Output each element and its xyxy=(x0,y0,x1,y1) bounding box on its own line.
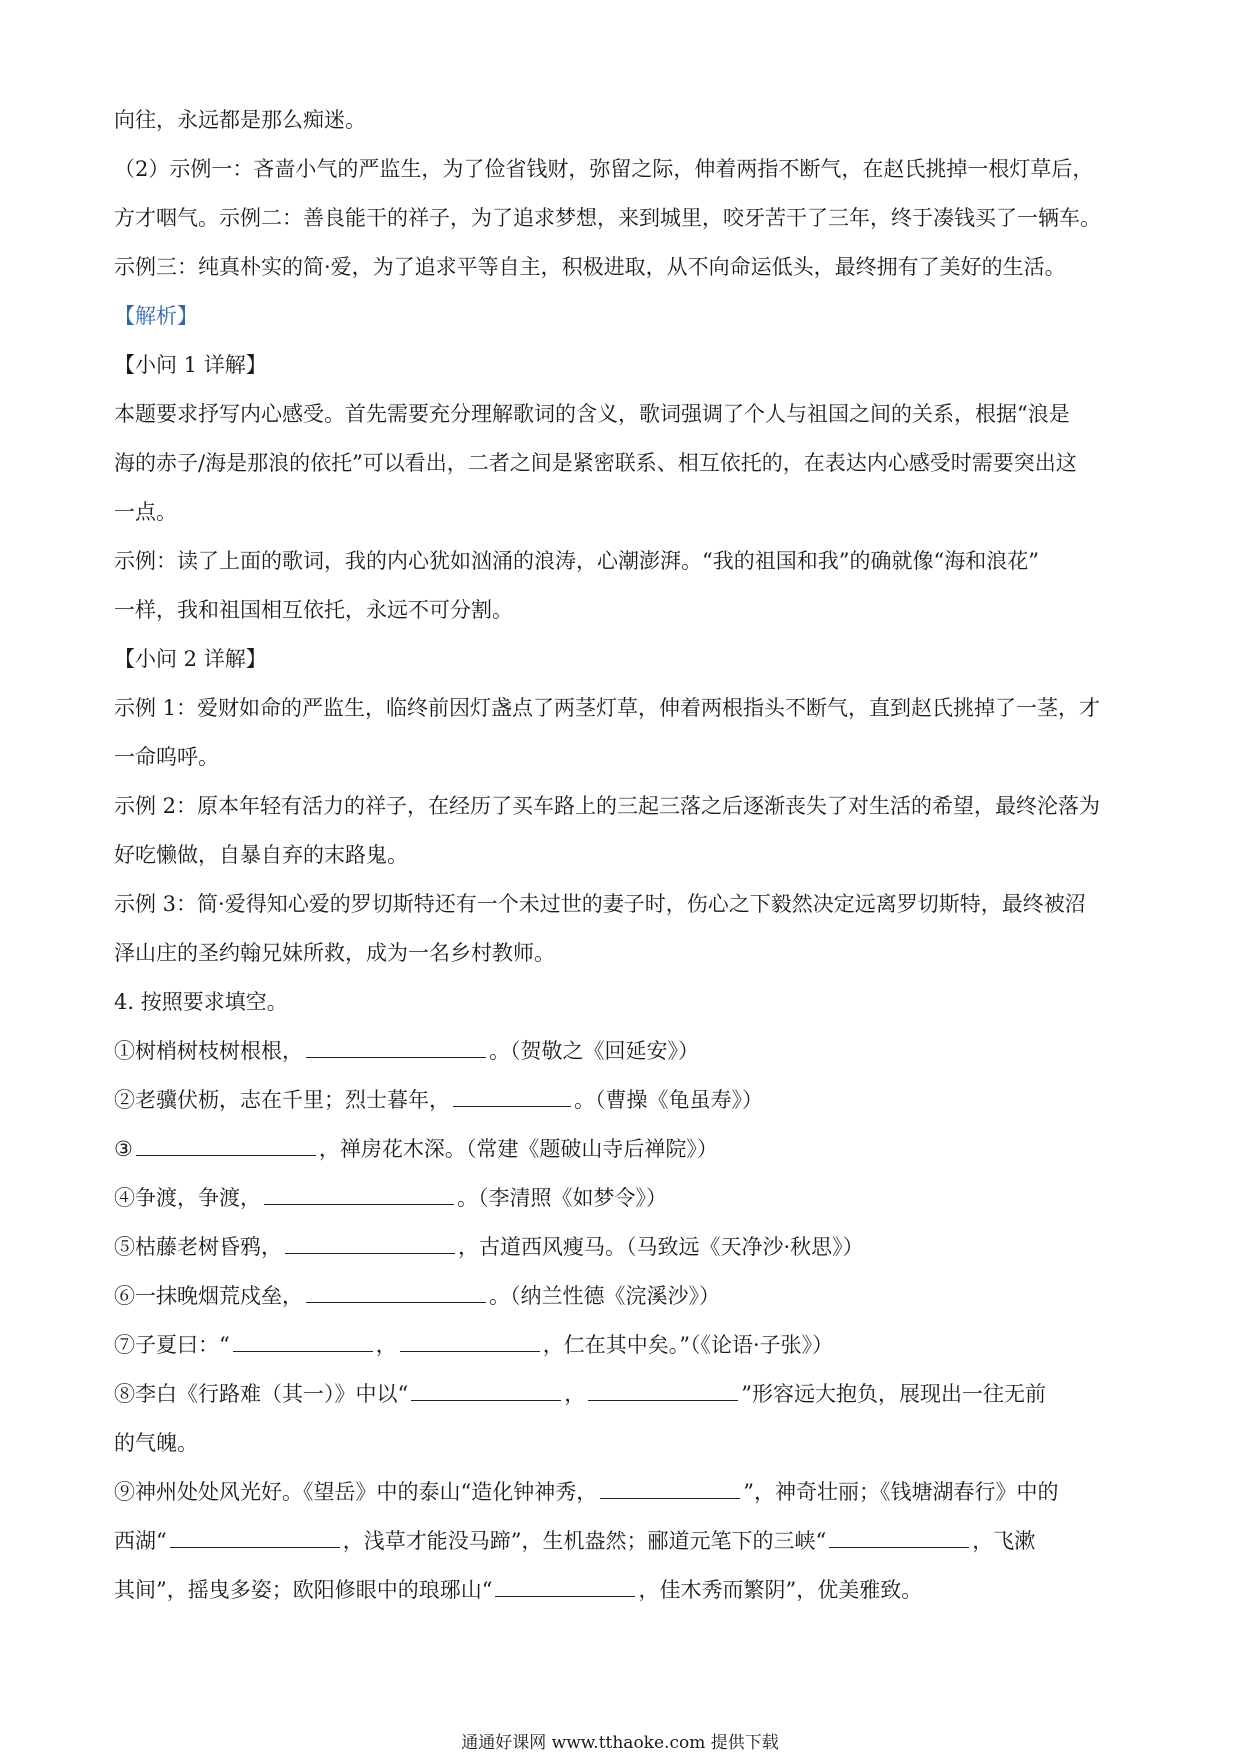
fill-item-1: ①树梢树枝树根根， 。（贺敬之《回延安》） xyxy=(114,1027,1130,1076)
text-line: 示例 1：爱财如命的严监生，临终前因灯盏点了两茎灯草，伸着两根指头不断气，直到赵氏挑掉了一茎，才 xyxy=(114,696,1101,720)
answer-blank[interactable] xyxy=(136,1133,316,1156)
answer-blank[interactable] xyxy=(453,1084,571,1107)
fill-item-9-line-2: 西湖“ ，浅草才能没马蹄”，生机盎然；郦道元笔下的三峡“ ，飞漱 xyxy=(114,1517,1130,1566)
text-line: 示例：读了上面的歌词，我的内心犹如汹涌的浪涛，心潮澎湃。“我的祖国和我”的确就像“海和浪花” xyxy=(114,549,1039,573)
answer-blank[interactable] xyxy=(233,1329,373,1352)
fill-item-3: ③ ，禅房花木深。（常建《题破山寺后禅院》） xyxy=(114,1125,1130,1174)
text-line: 方才咽气。示例二：善良能干的祥子，为了追求梦想，来到城里，咬牙苦干了三年，终于凑钱买了一辆车。 xyxy=(114,206,1101,230)
text-line: （2）示例一：吝啬小气的严监生，为了俭省钱财，弥留之际，伸着两指不断气，在赵氏挑掉一根灯草后， xyxy=(114,157,1094,181)
text-line: 一样，我和祖国相互依托，永远不可分割。 xyxy=(114,598,513,622)
fill-item-2: ②老骥伏枥，志在千里；烈士暮年， 。（曹操《龟虽寿》） xyxy=(114,1076,1130,1125)
text-line: 泽山庄的圣约翰兄妹所救，成为一名乡村教师。 xyxy=(114,941,555,965)
answer-blank[interactable] xyxy=(495,1574,635,1597)
answer-blank[interactable] xyxy=(306,1280,486,1303)
text-line: 一命呜呼。 xyxy=(114,745,219,769)
text-line: 的气魄。 xyxy=(114,1431,198,1455)
text-line: 向往，永远都是那么痴迷。 xyxy=(114,108,366,132)
question-4-heading: 4. 按照要求填空。 xyxy=(114,990,288,1014)
fill-item-9: ⑨神州处处风光好。《望岳》中的泰山“造化钟神秀， ”，神奇壮丽；《钱塘湖春行》中的 xyxy=(114,1468,1130,1517)
answer-blank[interactable] xyxy=(600,1476,740,1499)
fill-item-9-line-3: 其间”，摇曳多姿；欧阳修眼中的琅琊山“ ，佳木秀而繁阴”，优美雅致。 xyxy=(114,1566,1130,1615)
answer-blank[interactable] xyxy=(400,1329,540,1352)
page-footer: 通通好课网 www.tthaoke.com 提供下载 xyxy=(461,1733,779,1753)
answer-blank[interactable] xyxy=(170,1525,340,1548)
subquestion-2-heading: 【小问 2 详解】 xyxy=(114,647,267,671)
fill-item-8: ⑧李白《行路难（其一）》中以“ ， ”形容远大抱负，展现出一往无前 xyxy=(114,1370,1130,1419)
answer-blank[interactable] xyxy=(411,1378,561,1401)
text-line: 一点。 xyxy=(114,500,177,524)
fill-item-6: ⑥一抹晚烟荒戍垒， 。（纳兰性德《浣溪沙》） xyxy=(114,1272,1130,1321)
answer-blank[interactable] xyxy=(306,1035,486,1058)
fill-item-7: ⑦子夏曰：“ ， ，仁在其中矣。”（《论语·子张》） xyxy=(114,1321,1130,1370)
text-line: 示例 3：简·爱得知心爱的罗切斯特还有一个未过世的妻子时，伤心之下毅然决定远离罗切斯特，最终被沼 xyxy=(114,892,1086,916)
document-body xyxy=(114,96,1130,1615)
text-line: 本题要求抒写内心感受。首先需要充分理解歌词的含义，歌词强调了个人与祖国之间的关系，根据“浪是 xyxy=(114,402,1070,426)
analysis-heading: 【解析】 xyxy=(114,304,198,328)
fill-item-5: ⑤枯藤老树昏鸦， ，古道西风瘦马。（马致远《天净沙·秋思》） xyxy=(114,1223,1130,1272)
text-line: 示例 2：原本年轻有活力的祥子，在经历了买车路上的三起三落之后逐渐丧失了对生活的希望，最终沦落为 xyxy=(114,794,1101,818)
fill-item-4: ④争渡，争渡， 。（李清照《如梦令》） xyxy=(114,1174,1130,1223)
text-line: 好吃懒做，自暴自弃的末路鬼。 xyxy=(114,843,408,867)
text-line: 海的赤子/海是那浪的依托”可以看出，二者之间是紧密联系、相互依托的，在表达内心感受时需要突出这 xyxy=(114,451,1077,475)
answer-blank[interactable] xyxy=(829,1525,969,1548)
subquestion-1-heading: 【小问 1 详解】 xyxy=(114,353,267,377)
answer-blank[interactable] xyxy=(285,1231,455,1254)
answer-blank[interactable] xyxy=(264,1182,454,1205)
text-line: 示例三：纯真朴实的简·爱，为了追求平等自主，积极进取，从不向命运低头，最终拥有了美好的生活。 xyxy=(114,255,1066,279)
answer-blank[interactable] xyxy=(588,1378,738,1401)
